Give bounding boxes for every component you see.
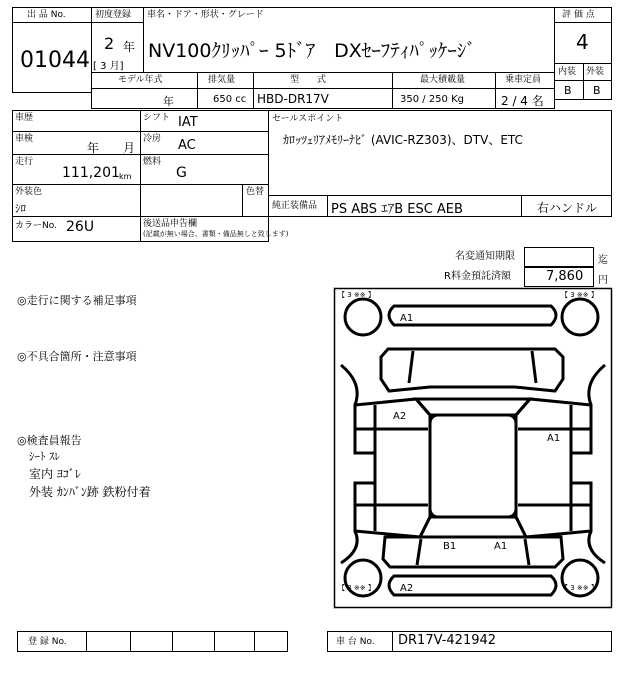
- damage-mark-rear-left: B1: [443, 541, 457, 552]
- right-rear-arch: [589, 531, 605, 563]
- model-value: HBD-DR17V: [257, 92, 329, 106]
- defect-notes-label: ◎不具合箇所・注意事項: [17, 350, 137, 363]
- inspector-note: ｼｰﾄ ｽﾚ: [29, 450, 60, 463]
- handle-value: 右ハンドル: [537, 201, 598, 215]
- color-label: 外装色: [15, 187, 43, 197]
- rear-line: [417, 539, 421, 565]
- sales-point-text: ｶﾛｯﾂｪﾘｱﾒﾓﾘｰﾅﾋﾞ (AVIC-RZ303)、DTV、ETC: [283, 133, 523, 147]
- first-reg-label: 初度登録: [95, 10, 132, 20]
- inspector-report-label: ◎検査員報告: [17, 434, 82, 447]
- ac-value: AC: [178, 138, 196, 153]
- chassis-label: 車 台 No.: [336, 637, 375, 647]
- mileage-label: 走行: [15, 157, 34, 167]
- load-label: 最大積載量: [420, 75, 466, 85]
- year-unit: 年: [123, 40, 136, 54]
- roof: [430, 415, 516, 517]
- capacity-label: 乗車定員: [505, 75, 542, 85]
- history-label: 車歴: [15, 113, 34, 123]
- shift-label: シフト: [143, 113, 171, 123]
- divider: [521, 195, 522, 217]
- damage-mark-rear-bumper: A2: [400, 583, 414, 594]
- equipment-value: PS ABS ｴｱB ESC AEB: [331, 202, 463, 217]
- divider: [392, 72, 393, 109]
- left-front-arch: [341, 365, 357, 405]
- fuel-value: G: [176, 165, 187, 181]
- car-condition-diagram: [333, 287, 613, 609]
- divider: [86, 631, 87, 652]
- inspector-note: 室内 ﾖｺﾞﾚ: [29, 467, 81, 481]
- shift-value: IAT: [178, 115, 198, 130]
- registration-label: 登 録 No.: [28, 637, 67, 647]
- hood-line: [532, 351, 536, 383]
- score-value: 4: [576, 30, 589, 54]
- model-year-label: モデル年式: [118, 75, 163, 85]
- corner-label-bl: 【 3 ※※ 】: [338, 584, 375, 592]
- name-change-label: 名変通知期限: [455, 251, 515, 262]
- inspection-label: 車検: [15, 134, 34, 144]
- driving-notes-label: ◎走行に関する補足事項: [17, 294, 137, 307]
- model-label: 型 式: [290, 75, 327, 85]
- exterior-grade: B: [593, 84, 601, 97]
- divider: [130, 631, 131, 652]
- model-year-unit: 年: [163, 95, 174, 108]
- lot-label: 出 品 No.: [27, 10, 66, 20]
- right-side-panel: [516, 399, 591, 537]
- damage-mark-rear-right: A1: [494, 541, 508, 552]
- rear-window: [420, 517, 526, 537]
- displacement-value: 650 cc: [213, 94, 247, 105]
- divider: [91, 88, 555, 89]
- corner-label-br: 【 3 ※※ 】: [561, 584, 598, 592]
- divider: [254, 631, 255, 652]
- divider: [12, 22, 92, 23]
- displacement-label: 排気量: [208, 75, 236, 85]
- damage-mark-front: A1: [400, 313, 414, 324]
- lot-number: 01044: [20, 48, 90, 73]
- name-change-unit: 迄: [598, 255, 608, 266]
- divider: [172, 631, 173, 652]
- capacity-value: 2 / 4 名: [501, 94, 544, 108]
- color-no-label: カラーNo.: [15, 221, 57, 231]
- divider: [140, 216, 141, 242]
- divider: [495, 72, 496, 109]
- divider: [392, 631, 393, 652]
- chassis-number: DR17V-421942: [398, 633, 497, 648]
- divider: [91, 22, 144, 23]
- load-value: 350 / 250 Kg: [400, 94, 464, 105]
- rear-end: [383, 537, 563, 567]
- divider: [140, 110, 141, 216]
- tyre-front-right: [562, 299, 598, 335]
- first-reg-year: 2: [104, 34, 115, 53]
- inspector-note: 外装 ｶﾝﾊﾞﾝ跡 鉄粉付着: [29, 485, 151, 499]
- name-change-deadline-box: [524, 247, 594, 267]
- rear-line: [525, 539, 529, 565]
- divider: [197, 72, 198, 109]
- interior-grade: B: [564, 84, 572, 97]
- color-change-label: 色替: [246, 187, 265, 197]
- divider: [242, 184, 243, 216]
- car-name: NV100ｸﾘｯﾊﾟｰ 5ﾄﾞｱ DXｾｰﾌﾃｨﾊﾟｯｹｰｼﾞ: [148, 40, 476, 62]
- recycle-unit: 円: [598, 275, 608, 286]
- damage-mark-right: A1: [547, 433, 561, 444]
- front-bumper: [389, 306, 556, 325]
- aftermarket-note: (記載が無い場合、書類・備品無しと致します): [143, 230, 289, 238]
- windshield: [416, 399, 530, 415]
- inspection-month-unit: 月: [123, 141, 136, 155]
- mileage-unit: km: [119, 172, 132, 181]
- inspection-year-unit: 年: [87, 141, 100, 155]
- divider: [583, 63, 584, 100]
- hood-line: [409, 351, 413, 383]
- ac-label: 冷房: [143, 134, 162, 144]
- corner-label-tl: 【 3 ※※ 】: [338, 291, 375, 299]
- divider: [214, 631, 215, 652]
- exterior-label: 外装: [586, 67, 605, 77]
- right-front-arch: [589, 365, 605, 405]
- color-no-value: 26U: [66, 219, 95, 235]
- score-label: 評 価 点: [562, 10, 595, 20]
- divider: [253, 72, 254, 109]
- aftermarket-label: 後送品申告欄: [143, 219, 198, 229]
- recycle-label: R料金預託済額: [444, 271, 511, 282]
- color-value: ｼﾛ: [15, 202, 26, 215]
- recycle-value: 7,860: [546, 269, 584, 284]
- corner-label-tr: 【 3 ※※ 】: [561, 291, 598, 299]
- equipment-label: 純正装備品: [272, 201, 318, 211]
- rear-bumper: [389, 576, 556, 595]
- damage-mark-left: A2: [393, 411, 407, 422]
- left-rear-arch: [341, 531, 357, 563]
- sales-point-label: セールスポイント: [272, 114, 344, 124]
- mileage-value: 111,201: [62, 165, 120, 181]
- interior-label: 内装: [558, 67, 577, 77]
- car-name-label: 車名・ドア・形状・グレード: [147, 10, 264, 20]
- fuel-label: 燃料: [143, 157, 162, 167]
- first-reg-month: [ 3 月]: [93, 61, 124, 72]
- divider: [327, 195, 328, 217]
- tyre-front-left: [345, 299, 381, 335]
- divider: [554, 22, 612, 23]
